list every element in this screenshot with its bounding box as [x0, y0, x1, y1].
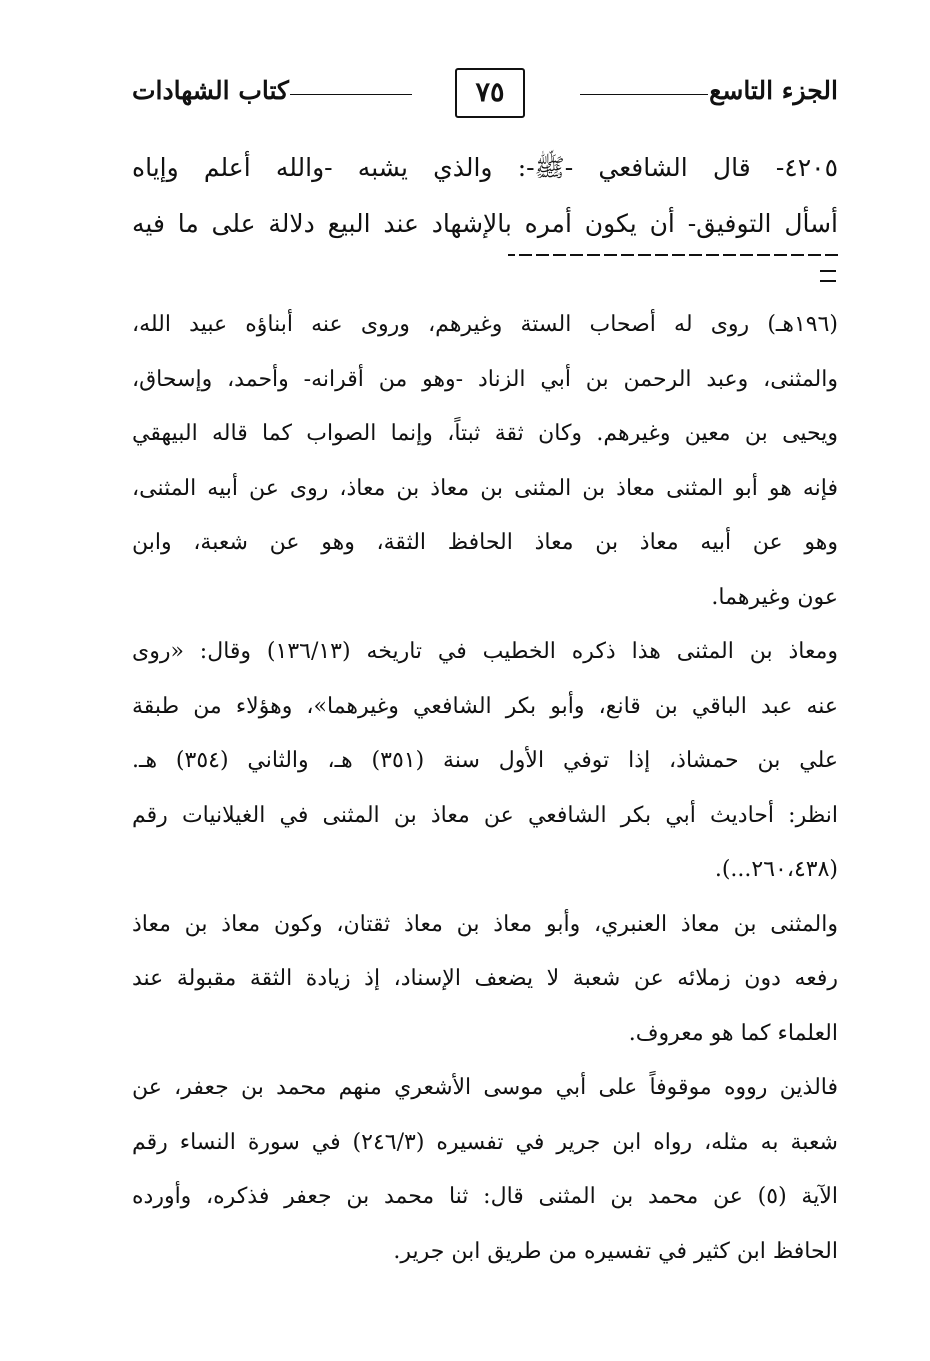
header-part-title: الجزء التاسع: [709, 76, 838, 105]
footnote-line: انظر: أحاديث أبي بكر الشافعي عن معاذ بن المثنى في الغيلانيات رقم: [132, 802, 838, 828]
footnote-line: رفعه دون زملائه عن شعبة لا يضعف الإسناد، إذ زيادة الثقة مقبولة عند: [132, 966, 838, 991]
separator-equals-mark: [820, 270, 836, 282]
footnote-line: عون وغيرهما.: [711, 584, 838, 610]
header-book-title: كتاب الشهادات: [132, 76, 289, 105]
footnote-paragraph: [132, 1061, 838, 1279]
footnote-line: والمثنى، وعبد الرحمن بن أبي الزناد -وهو من أقرانه- وأحمد، وإسحاق،: [132, 366, 839, 392]
footnote-paragraph: [132, 898, 838, 1062]
footnote-line: العلماء كما هو معروف.: [628, 1020, 838, 1046]
footnote-line: الآية (٥) عن محمد بن المثنى قال: ثنا محمد بن جعفر فذكره، وأورده: [132, 1184, 839, 1209]
footnote-line: وهو عن أبيه معاذ بن معاذ الحافظ الثقة، وهو عن شعبة، وابن: [132, 530, 838, 555]
footnotes: [132, 298, 838, 1279]
footnote-line: (٢٦٠،٤٣٨...).: [714, 857, 838, 882]
footnote-line: فالذين رووه موقوفاً على أبي موسى الأشعري منهم محمد بن جعفر، عن: [132, 1075, 838, 1100]
running-header: [132, 66, 838, 126]
footnote-line: فإنه هو أبو المثنى معاذ بن المثنى بن معاذ بن معاذ، روى عن أبيه المثنى،: [132, 475, 838, 501]
main-text-line: ٤٢٠٥- قال الشافعي -ﷺ-: والذي يشبه -والله أعلم وإياه: [132, 153, 838, 182]
footnote-line: شعبة به مثله، رواه ابن جرير في تفسيره (٢٤٦/٣) في سورة النساء رقم: [132, 1129, 838, 1155]
footnote-paragraph: [132, 298, 838, 625]
footnote-line: (١٩٦هـ) روى له أصحاب الستة وغيرهم، وروى عنه أبناؤه عبيد الله،: [132, 312, 838, 337]
main-text: [132, 140, 838, 252]
footnote-line: ومعاذ بن المثنى هذا ذكره الخطيب في تاريخه (١٣٦/١٣) وقال: «روى: [132, 639, 838, 664]
footnote-line: الحافظ ابن كثير في تفسيره من طريق ابن جرير.: [393, 1238, 838, 1264]
footnote-line: ويحيى بن معين وغيرهم. وكان ثقة ثبتاً، وإنما الصواب كما قاله البيهقي: [132, 421, 838, 446]
header-rule-left: [290, 94, 412, 95]
footnote-separator: [508, 254, 838, 288]
footnote-line: والمثنى بن معاذ العنبري، وأبو معاذ بن معاذ ثقتان، وكون معاذ بن معاذ: [132, 911, 838, 937]
footnote-paragraph: [132, 625, 838, 898]
footnote-line: علي بن حمشاذ، إذا توفي الأول سنة (٣٥١) هـ، والثاني (٣٥٤) هـ.: [132, 748, 838, 773]
page-number-box: ٧٥: [455, 68, 525, 118]
main-text-line: أسأل التوفيق- أن يكون أمره بالإشهاد عند البيع دلالة على ما فيه: [132, 209, 838, 238]
header-rule-right: [580, 94, 708, 95]
footnote-line: عنه عبد الباقي بن قانع، وأبو بكر الشافعي وغيرهما»، وهؤلاء من طبقة: [132, 693, 838, 719]
separator-dashed-rule: [508, 254, 838, 256]
